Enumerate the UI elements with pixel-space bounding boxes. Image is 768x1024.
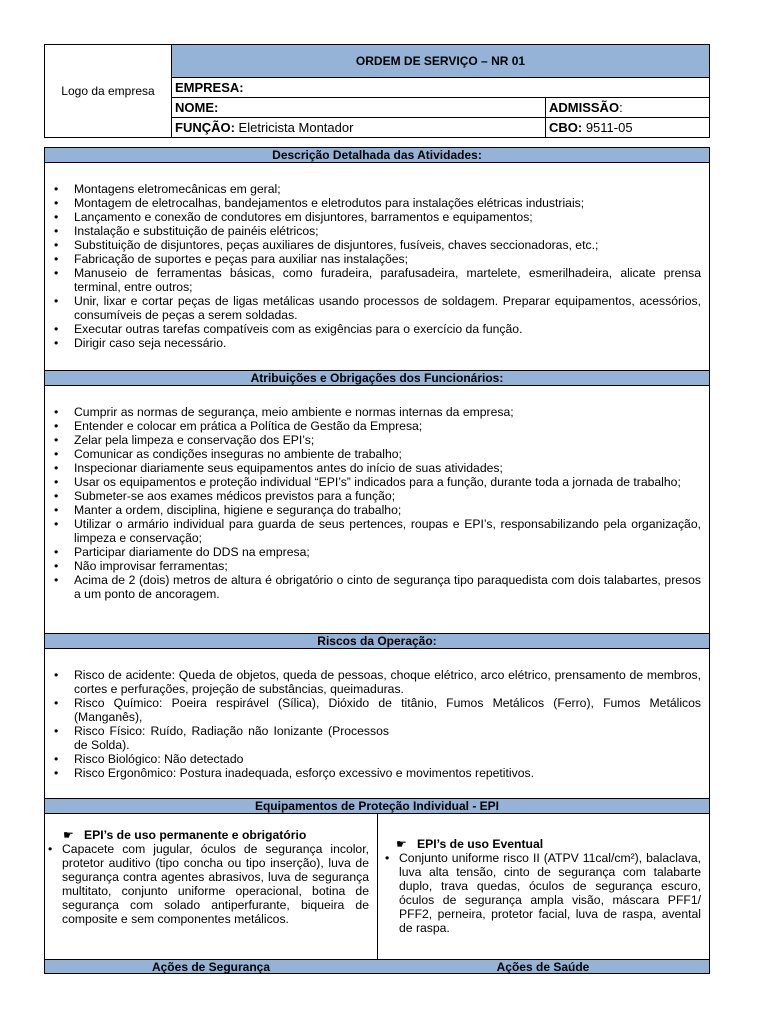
list-item: • Instalação e substituição de painéis elétricos; — [45, 224, 709, 238]
riscos-list — [45, 649, 709, 780]
header-block — [44, 44, 710, 138]
section-riscos — [44, 633, 710, 799]
list-item: • Zelar pela limpeza e conservação dos EPI’s; — [45, 433, 709, 447]
list-item: • Entender e colocar em prática a Política de Gestão da Empresa; — [45, 419, 709, 433]
list-item: • Substituição de disjuntores, peças auxiliares de disjuntores, fusíveis, chaves seccionadoras, etc.; — [45, 238, 709, 252]
list-item: • Executar outras tarefas compatíveis com as exigências para o exercício da função. — [45, 322, 709, 336]
admissao-field — [546, 98, 710, 118]
section-atribuicoes — [44, 370, 710, 634]
nome-label: NOME: — [175, 100, 219, 115]
list-item: • Risco Biológico: Não detectado — [45, 752, 709, 766]
empresa-field — [172, 78, 710, 98]
epi-permanente-heading — [45, 828, 371, 842]
section-title-epi: Equipamentos de Proteção Individual - EPI — [45, 799, 709, 814]
section-epi — [44, 798, 710, 960]
section-title-atividades: Descrição Detalhada das Atividades: — [45, 148, 709, 163]
epi-permanente-title: EPI’s de uso permanente e obrigatório — [83, 828, 307, 842]
funcao-value: Eletricista Montador — [234, 120, 354, 135]
list-item: • Unir, lixar e cortar peças de ligas metálicas usando processos de soldagem. Preparar equipamentos, acessórios, consumíveis de peças a serem soldadas. — [45, 294, 709, 322]
header-table — [44, 44, 710, 138]
list-item: • Montagens eletromecânicas em geral; — [45, 182, 709, 196]
list-item: • Montagem de eletrocalhas, bandejamentos e eletrodutos para instalações elétricas industriais; — [45, 196, 709, 210]
list-item: • Cumprir as normas de segurança, meio ambiente e normas internas da empresa; — [45, 405, 709, 419]
epi-eventual-heading — [382, 837, 703, 851]
list-item: • Fabricação de suportes e peças para auxiliar nas instalações; — [45, 252, 709, 266]
admissao-label: ADMISSÃO — [549, 100, 620, 115]
company-logo-placeholder: Logo da empresa — [45, 45, 172, 138]
list-item: • Submeter-se aos exames médicos previstos para a função; — [45, 489, 709, 503]
list-item: • Conjunto uniforme risco II (ATPV 11cal/cm²), balaclava, luva alta tensão, cinto de segurança com talabarte duplo, trava quedas, óculos de segurança escuro, óculos de segurança ampla visão, máscara PFF1/ PFF2, perneira, protetor facial, luva de raspa, avental de raspa. — [382, 851, 703, 935]
list-item: • Não improvisar ferramentas; — [45, 559, 709, 573]
list-item: • Risco Físico: Ruído, Radiação não Ionizante (Processos de Solda). — [45, 724, 709, 752]
atribuicoes-list — [45, 386, 709, 601]
epi-eventual-column — [378, 814, 709, 960]
document-title: ORDEM DE SERVIÇO – NR 01 — [172, 45, 710, 78]
acoes-saude-heading: Ações de Saúde — [496, 960, 590, 974]
funcao-label: FUNÇÃO: — [175, 120, 235, 135]
list-item: • Manter a ordem, disciplina, higiene e segurança do trabalho; — [45, 503, 709, 517]
list-item: • Participar diariamente do DDS na empresa; — [45, 545, 709, 559]
list-item: • Utilizar o armário individual para guarda de seus pertences, roupas e EPI’s, responsabilizando pela organização, limpeza e conservação; — [45, 517, 709, 545]
list-item: • Dirigir caso seja necessário. — [45, 336, 709, 350]
pointing-hand-icon: ☛ — [396, 837, 407, 851]
epi-eventual-list — [382, 851, 703, 935]
funcao-field — [172, 118, 546, 138]
list-item: • Capacete com jugular, óculos de segurança incolor, protetor auditivo (tipo concha ou tipo inserção), luva de segurança contra agentes abrasivos, luva de segurança multitato, conjunto uniforme operacional, botina de segurança com solado antiperfurante, biqueira de composite e sem componentes metálicos. — [45, 842, 371, 926]
nome-field — [172, 98, 546, 118]
list-item: • Risco Ergonômico: Postura inadequada, esforço excessivo e movimentos repetitivos. — [45, 766, 709, 780]
list-item: • Inspecionar diariamente seus equipamentos antes do início de suas atividades; — [45, 461, 709, 475]
cbo-label: CBO: — [549, 120, 583, 135]
list-item: • Lançamento e conexão de condutores em disjuntores, barramentos e equipamentos; — [45, 210, 709, 224]
epi-eventual-title: EPI’s de uso Eventual — [416, 837, 544, 851]
section-title-atribuicoes: Atribuições e Obrigações dos Funcionários: — [45, 371, 709, 386]
pointing-hand-icon: ☛ — [63, 828, 74, 842]
list-item: • Usar os equipamentos e proteção individual “EPI’s” indicados para a função, durante toda a jornada de trabalho; — [45, 475, 709, 489]
list-item: • Acima de 2 (dois) metros de altura é obrigatório o cinto de segurança tipo paraquedista com dois talabartes, presos a um ponto de ancoragem. — [45, 573, 709, 601]
empresa-label: EMPRESA: — [175, 80, 244, 95]
admissao-colon: : — [619, 100, 623, 115]
list-item: • Comunicar as condições inseguras no ambiente de trabalho; — [45, 447, 709, 461]
section-atividades — [44, 147, 710, 371]
epi-permanente-list — [45, 842, 371, 926]
epi-permanente-column — [45, 814, 378, 960]
section-title-riscos: Riscos da Operação: — [45, 634, 709, 649]
cbo-value: 9511-05 — [582, 120, 633, 135]
list-item: • Manuseio de ferramentas básicas, como furadeira, parafusadeira, martelete, esmerilhadeira, alicate prensa terminal, entre outros; — [45, 266, 709, 294]
list-item: • Risco Químico: Poeira respirável (Sílica), Dióxido de titânio, Fumos Metálicos (Ferro), Fumos Metálicos (Manganês), — [45, 696, 709, 724]
epi-columns — [45, 814, 709, 960]
cbo-field — [546, 118, 710, 138]
atividades-list — [45, 163, 709, 350]
acoes-header-row — [44, 959, 710, 974]
list-item: • Risco de acidente: Queda de objetos, queda de pessoas, choque elétrico, arco elétrico, prensamento de membros, cortes e perfurações, projeção de substâncias, queimaduras. — [45, 668, 709, 696]
acoes-seguranca-heading: Ações de Segurança — [151, 960, 271, 974]
